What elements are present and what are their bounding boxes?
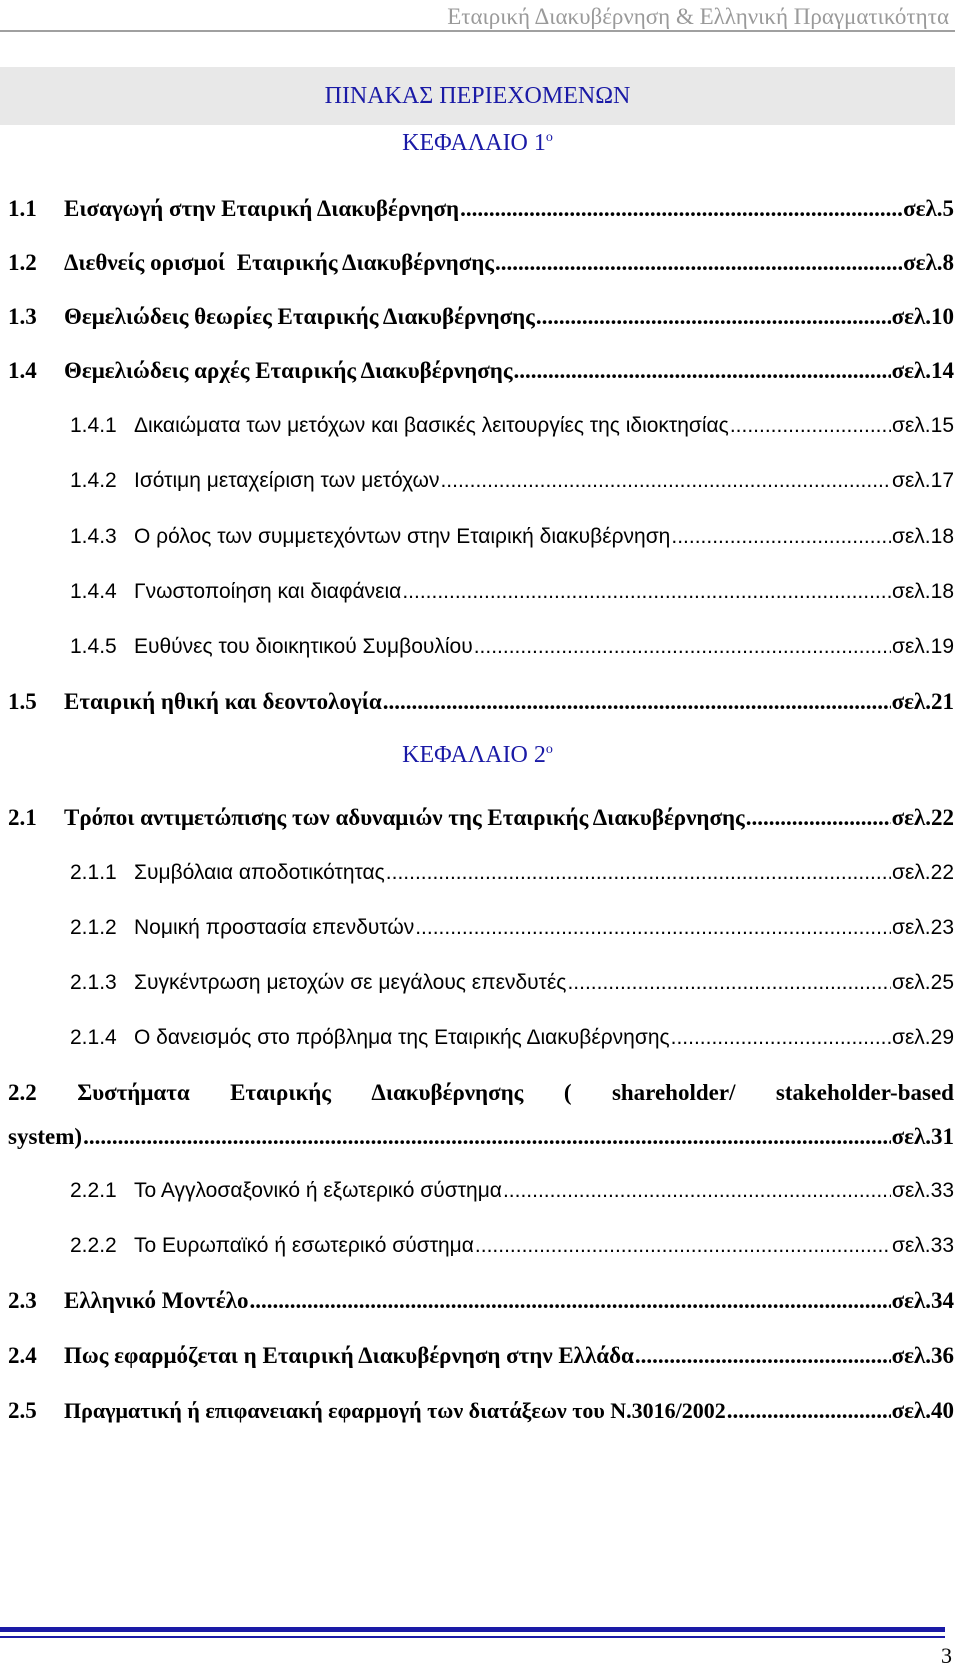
entry-number: 2.5 <box>8 1398 37 1423</box>
toc-entry-1-2[interactable] <box>8 248 954 278</box>
entry-page: σελ.17 <box>891 469 954 492</box>
entry-title: Συμβόλαια αποδοτικότητας <box>134 861 385 884</box>
entry-page: σελ.22 <box>891 805 954 830</box>
entry-title: Ελληνικό Μοντέλο <box>64 1288 249 1313</box>
toc-entry-2-2-continuation[interactable] <box>8 1122 954 1152</box>
entry-page: σελ.34 <box>891 1288 954 1313</box>
toc-entry-2-2-2[interactable] <box>70 1231 954 1261</box>
dot-leader <box>415 913 891 943</box>
chapter-label: ΚΕΦΑΛΑΙΟ 1 <box>402 130 546 156</box>
toc-entry-2-2-1[interactable] <box>70 1176 954 1206</box>
toc-entry-2-1-1[interactable] <box>70 858 954 888</box>
dot-leader <box>567 968 891 998</box>
dot-leader <box>746 803 891 833</box>
entry-title-word: stakeholder-based <box>775 1080 954 1105</box>
entry-page: σελ.31 <box>891 1124 954 1149</box>
toc-entry-1-5[interactable] <box>8 687 954 717</box>
entry-title: Θεμελιώδεις αρχές Εταιρικής Διακυβέρνησης <box>64 358 513 383</box>
entry-number: 2.1.4 <box>70 1026 117 1049</box>
toc-entry-1-1[interactable] <box>8 194 954 224</box>
entry-number: 1.4.5 <box>70 635 117 658</box>
entry-page: σελ.5 <box>903 196 954 221</box>
entry-page: σελ.33 <box>891 1234 954 1257</box>
toc-entry-1-4-5[interactable] <box>70 632 954 662</box>
entry-number: 1.2 <box>8 250 37 275</box>
dot-leader <box>503 1176 891 1206</box>
toc-entry-1-3[interactable] <box>8 302 954 332</box>
entry-number: 1.3 <box>8 304 37 329</box>
page-number: 3 <box>941 1643 952 1668</box>
entry-number: 1.5 <box>8 689 37 714</box>
dot-leader <box>671 522 891 552</box>
footer-rule-thick <box>0 1627 945 1632</box>
entry-title: Εισαγωγή στην Εταιρική Διακυβέρνηση <box>64 196 460 221</box>
entry-number: 2.1.3 <box>70 971 117 994</box>
toc-entry-1-4-1[interactable] <box>70 411 954 441</box>
dot-leader <box>475 1231 891 1261</box>
entry-page: σελ.33 <box>891 1179 954 1202</box>
toc-entry-2-5[interactable] <box>8 1396 954 1426</box>
entry-page: σελ.29 <box>891 1026 954 1049</box>
entry-title: Τρόποι αντιμετώπισης των αδυναμιών της Εταιρικής Διακυβέρνησης <box>64 805 745 830</box>
entry-page: σελ.40 <box>891 1398 954 1423</box>
entry-page: σελ.22 <box>891 861 954 884</box>
toc-entry-1-4-2[interactable] <box>70 466 954 496</box>
toc-entry-1-4-3[interactable] <box>70 522 954 552</box>
entry-title-word: Εταιρικής <box>230 1080 331 1105</box>
entry-number: 1.4.3 <box>70 525 117 548</box>
toc-entry-2-1-4[interactable] <box>70 1023 954 1053</box>
dot-leader <box>635 1341 891 1371</box>
entry-number: 2.1.1 <box>70 861 117 884</box>
dot-leader <box>514 356 891 386</box>
dot-leader <box>727 1396 891 1426</box>
dot-leader <box>495 248 902 278</box>
entry-title: Γνωστοποίηση και διαφάνεια <box>134 580 402 603</box>
toc-entry-1-4[interactable] <box>8 356 954 386</box>
entry-number: 2.4 <box>8 1343 37 1368</box>
entry-title: Ευθύνες του διοικητικού Συμβουλίου <box>134 635 473 658</box>
entry-title-word: ( <box>563 1080 572 1105</box>
entry-title: Συγκέντρωση μετοχών σε μεγάλους επενδυτές <box>134 971 567 994</box>
entry-number: 2.2 <box>8 1080 37 1105</box>
dot-leader <box>536 302 891 332</box>
entry-number: 1.1 <box>8 196 37 221</box>
entry-title-word: Διακυβέρνησης <box>371 1080 524 1105</box>
dot-leader <box>402 577 891 607</box>
dot-leader <box>383 687 891 717</box>
entry-page: σελ.21 <box>891 689 954 714</box>
entry-title: Ο δανεισμός στο πρόβλημα της Εταιρικής Διακυβέρνησης <box>134 1026 670 1049</box>
entry-page: σελ.23 <box>891 916 954 939</box>
entry-number: 1.4 <box>8 358 37 383</box>
toc-entry-2-3[interactable] <box>8 1286 954 1316</box>
dot-leader <box>671 1023 891 1053</box>
entry-number: 2.2.2 <box>70 1234 117 1257</box>
entry-page: σελ.18 <box>891 580 954 603</box>
entry-page: σελ.25 <box>891 971 954 994</box>
dot-leader <box>730 411 891 441</box>
toc-entry-2-1-3[interactable] <box>70 968 954 998</box>
chapter-label: ΚΕΦΑΛΑΙΟ 2 <box>402 742 546 768</box>
entry-page: σελ.14 <box>891 358 954 383</box>
dot-leader <box>440 466 891 496</box>
footer-rule-thin <box>0 1636 945 1638</box>
entry-number: 2.2.1 <box>70 1179 117 1202</box>
toc-title: ΠΙΝΑΚΑΣ ΠΕΡΙΕΧΟΜΕΝΩΝ <box>0 67 955 125</box>
entry-title: Πως εφαρμόζεται η Εταιρική Διακυβέρνηση στην Ελλάδα <box>64 1343 634 1368</box>
chapter-superscript: ο <box>545 130 553 145</box>
entry-number: 1.4.2 <box>70 469 117 492</box>
entry-title-word: shareholder/ <box>611 1080 736 1105</box>
dot-leader <box>460 194 902 224</box>
entry-title: Θεμελιώδεις θεωρίες Εταιρικής Διακυβέρνησης <box>64 304 535 329</box>
entry-title: Διεθνείς ορισμοί Εταιρικής Διακυβέρνησης <box>64 250 495 275</box>
running-header <box>0 0 955 32</box>
entry-title: Πραγματική ή επιφανειακή εφαρμογή των διατάξεων του Ν.3016/2002 <box>64 1398 726 1423</box>
entry-title: Ο ρόλος των συμμετεχόντων στην Εταιρική διακυβέρνηση <box>134 525 671 548</box>
entry-number: 1.4.1 <box>70 414 117 437</box>
entry-number: 2.3 <box>8 1288 37 1313</box>
entry-page: σελ.8 <box>903 250 954 275</box>
entry-page: σελ.18 <box>891 525 954 548</box>
dot-leader <box>474 632 891 662</box>
dot-leader <box>386 858 891 888</box>
entry-page: σελ.36 <box>891 1343 954 1368</box>
entry-title: Εταιρική ηθική και δεοντολογία <box>64 689 382 714</box>
entry-title: Νομική προστασία επενδυτών <box>134 916 415 939</box>
entry-title: system) <box>8 1124 83 1149</box>
chapter-superscript: ο <box>545 742 553 757</box>
entry-page: σελ.15 <box>891 414 954 437</box>
toc-entry-2-4[interactable] <box>8 1341 954 1371</box>
chapter-heading-1 <box>0 130 955 157</box>
entry-page: σελ.19 <box>891 635 954 658</box>
dot-leader <box>249 1286 890 1316</box>
entry-title: Δικαιώματα των μετόχων και βασικές λειτουργίες της ιδιοκτησίας <box>134 414 729 437</box>
dot-leader <box>83 1122 891 1152</box>
entry-title-word: Συστήματα <box>77 1080 190 1105</box>
entry-title: Ισότιμη μεταχείριση των μετόχων <box>134 469 440 492</box>
toc-entry-2-1-2[interactable] <box>70 913 954 943</box>
entry-number: 1.4.4 <box>70 580 117 603</box>
toc-entry-2-2[interactable] <box>8 1078 954 1108</box>
entry-page: σελ.10 <box>891 304 954 329</box>
toc-entry-2-1[interactable] <box>8 803 954 833</box>
chapter-heading-2 <box>0 742 955 769</box>
entry-title: Το Ευρωπαϊκό ή εσωτερικό σύστημα <box>134 1234 474 1257</box>
toc-entry-1-4-4[interactable] <box>70 577 954 607</box>
entry-number: 2.1 <box>8 805 37 830</box>
running-header-title: Εταιρική Διακυβέρνηση & Ελληνική Πραγματικότητα <box>447 4 949 29</box>
entry-number: 2.1.2 <box>70 916 117 939</box>
entry-title: Το Αγγλοσαξονικό ή εξωτερικό σύστημα <box>134 1179 502 1202</box>
